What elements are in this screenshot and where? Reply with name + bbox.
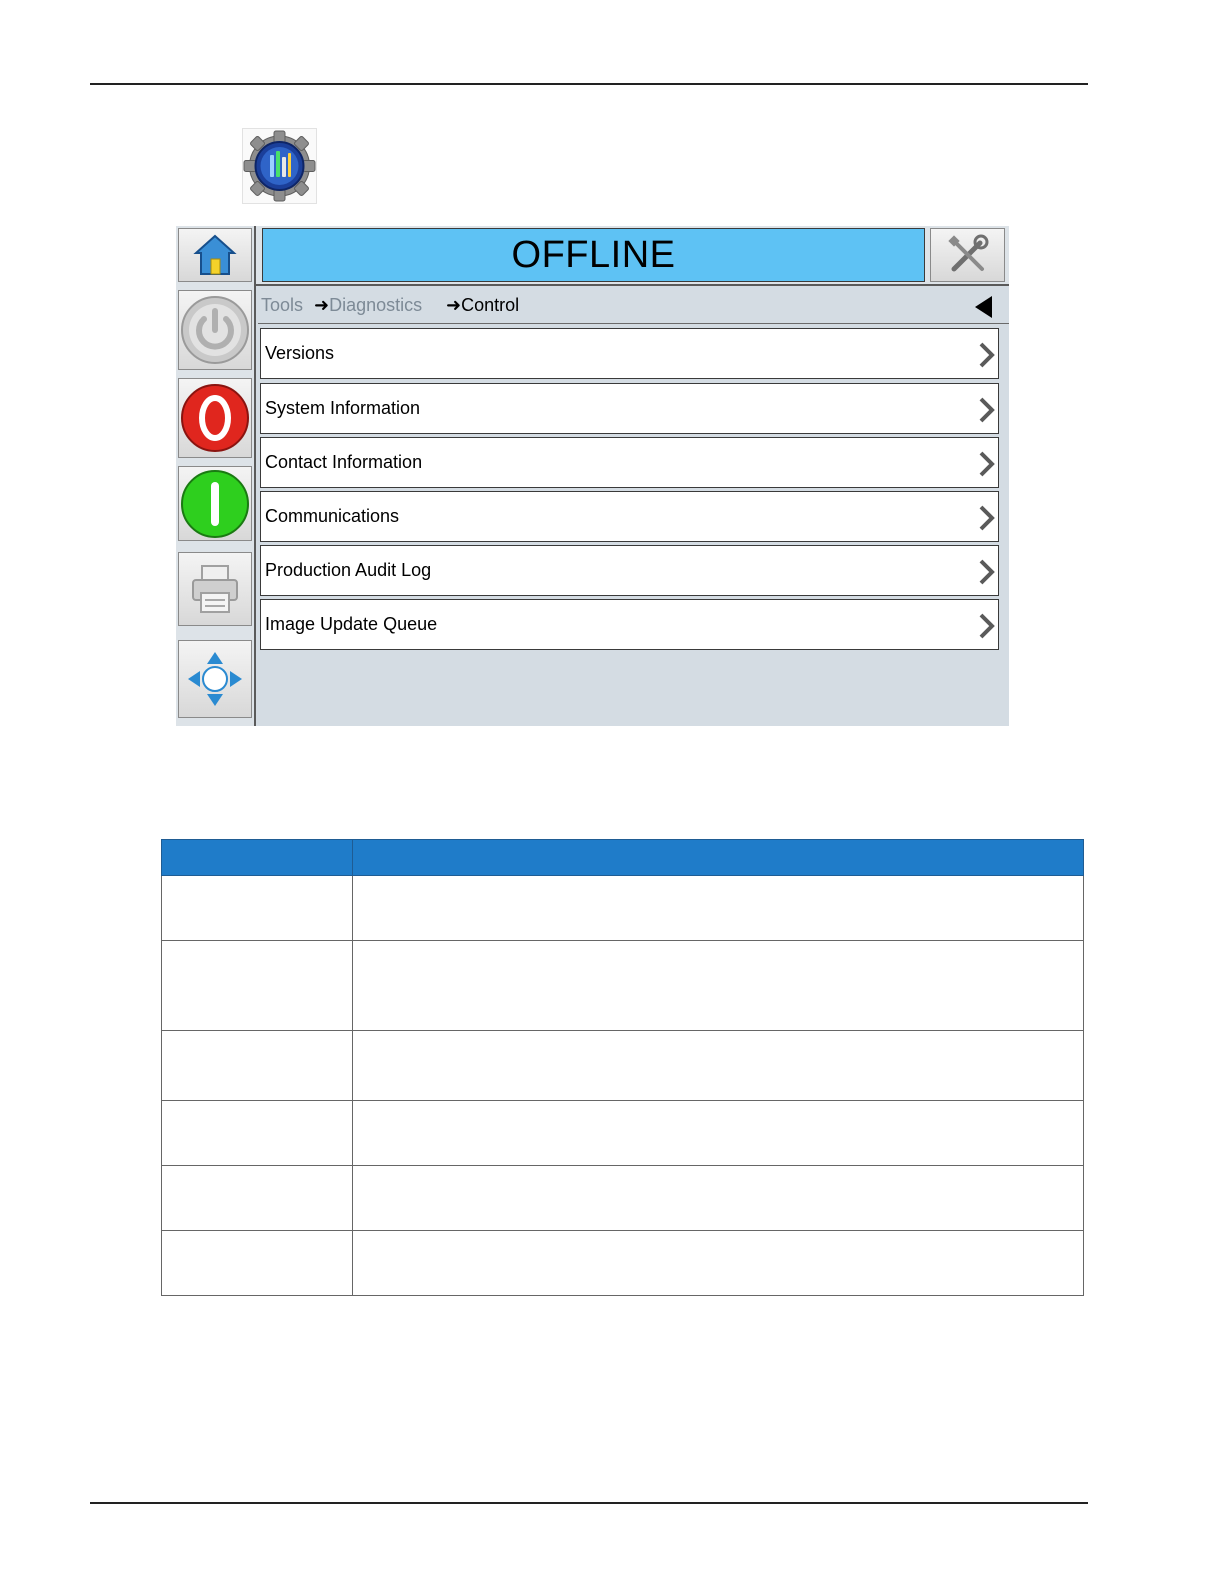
table-cell bbox=[353, 941, 1084, 1031]
menu-item-image-update-queue[interactable] bbox=[260, 599, 999, 650]
start-button[interactable] bbox=[178, 466, 252, 541]
table-cell bbox=[353, 1231, 1084, 1296]
breadcrumb-separator: ➜ bbox=[314, 295, 330, 315]
options-table bbox=[161, 839, 1084, 1296]
start-icon bbox=[180, 469, 250, 539]
navigate-arrows-icon bbox=[187, 650, 243, 708]
menu-item-system-information[interactable] bbox=[260, 383, 999, 434]
print-button[interactable] bbox=[178, 552, 252, 626]
back-arrow-icon[interactable] bbox=[975, 296, 992, 318]
breadcrumb-diagnostics[interactable] bbox=[314, 295, 422, 316]
table-row bbox=[162, 1101, 1084, 1166]
table-cell bbox=[353, 1101, 1084, 1166]
home-icon bbox=[193, 233, 237, 277]
menu-item-label: Production Audit Log bbox=[265, 560, 432, 580]
table-cell bbox=[353, 1031, 1084, 1101]
control-screen bbox=[176, 226, 1009, 726]
table-cell bbox=[162, 1101, 353, 1166]
menu-item-label: System Information bbox=[265, 398, 421, 418]
diagnostics-gear-icon bbox=[242, 128, 317, 204]
tools-button[interactable] bbox=[930, 228, 1005, 282]
header-rule bbox=[90, 83, 1088, 85]
table-cell bbox=[162, 1031, 353, 1101]
table-header-cell bbox=[162, 840, 353, 876]
power-button[interactable] bbox=[178, 290, 252, 370]
chevron-right-icon bbox=[976, 396, 998, 424]
menu-item-label: Communications bbox=[265, 506, 400, 526]
menu-item-communications[interactable] bbox=[260, 491, 999, 542]
menu-item-versions[interactable] bbox=[260, 328, 999, 379]
menu-item-label: Image Update Queue bbox=[265, 614, 438, 634]
breadcrumb-separator: ➜ bbox=[446, 295, 462, 315]
navigate-button[interactable] bbox=[178, 640, 252, 718]
tools-icon bbox=[946, 233, 990, 277]
menu-item-label: Contact Information bbox=[265, 452, 423, 472]
stop-icon bbox=[180, 383, 250, 453]
chevron-right-icon bbox=[976, 504, 998, 532]
chevron-right-icon bbox=[976, 558, 998, 586]
breadcrumb-tools[interactable]: Tools bbox=[261, 295, 304, 315]
top-bar bbox=[256, 226, 1009, 286]
footer-rule bbox=[90, 1502, 1088, 1504]
chevron-right-icon bbox=[976, 450, 998, 478]
table-cell bbox=[353, 876, 1084, 941]
status-text: OFFLINE bbox=[511, 233, 676, 276]
table-cell bbox=[162, 1231, 353, 1296]
breadcrumb bbox=[258, 288, 1009, 324]
table-row bbox=[162, 1166, 1084, 1231]
table-cell bbox=[162, 941, 353, 1031]
breadcrumb-control-label: Control bbox=[461, 295, 520, 315]
breadcrumb-control bbox=[446, 295, 519, 316]
table-row bbox=[162, 941, 1084, 1031]
table-cell bbox=[162, 876, 353, 941]
power-icon bbox=[180, 295, 250, 365]
table-header-cell bbox=[353, 840, 1084, 876]
breadcrumb-diagnostics-label: Diagnostics bbox=[329, 295, 423, 315]
table-header-row bbox=[162, 840, 1084, 876]
menu-item-contact-information[interactable] bbox=[260, 437, 999, 488]
chevron-right-icon bbox=[976, 341, 998, 369]
home-button[interactable] bbox=[178, 228, 252, 282]
table-row bbox=[162, 1231, 1084, 1296]
menu-item-label: Versions bbox=[265, 343, 335, 363]
table-cell bbox=[162, 1166, 353, 1231]
menu-item-production-audit-log[interactable] bbox=[260, 545, 999, 596]
table-row bbox=[162, 1031, 1084, 1101]
printer-icon bbox=[190, 563, 240, 615]
side-toolbar bbox=[176, 226, 256, 726]
stop-button[interactable] bbox=[178, 378, 252, 458]
status-bar bbox=[262, 228, 925, 282]
table-cell bbox=[353, 1166, 1084, 1231]
table-row bbox=[162, 876, 1084, 941]
chevron-right-icon bbox=[976, 612, 998, 640]
